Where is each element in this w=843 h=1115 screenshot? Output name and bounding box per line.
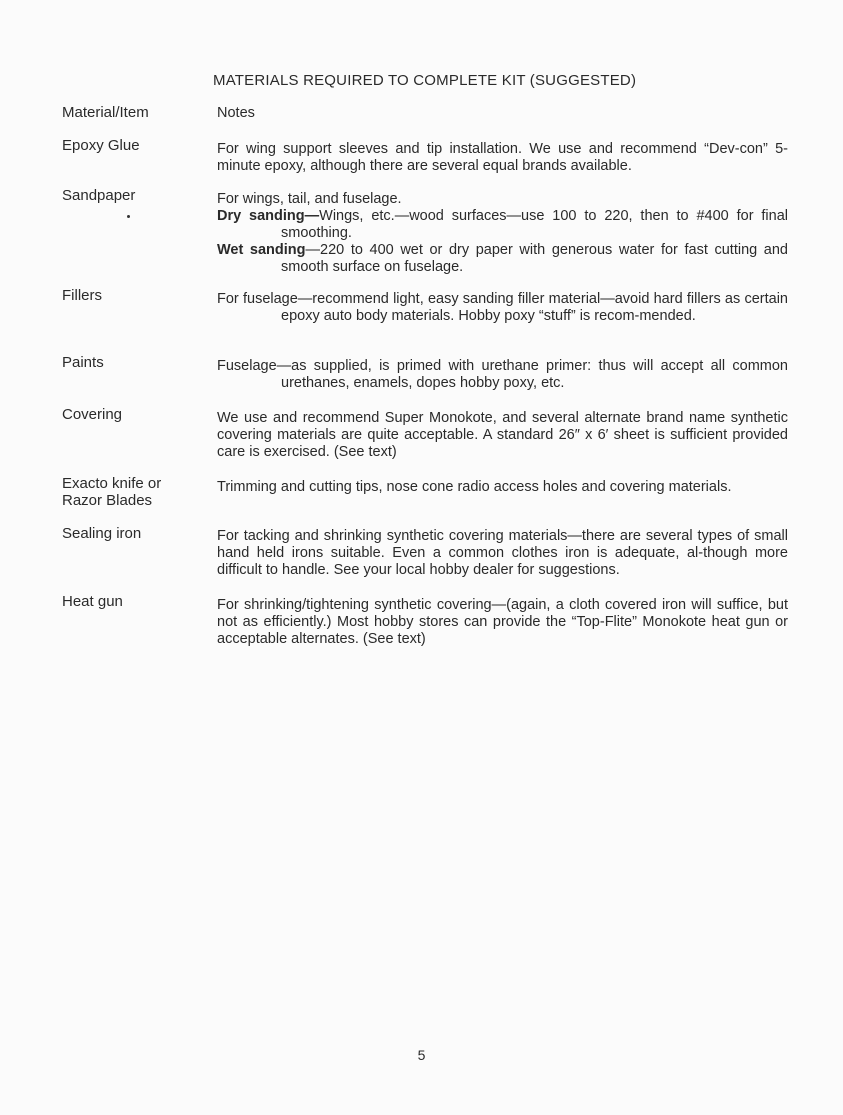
notes-covering: We use and recommend Super Monokote, and several alternate brand name synthetic covering materials are quite acceptable. A standard 26″ x 6′ sheet is sufficient provided care is exercised. (See text) xyxy=(217,410,788,460)
notes-sealing-iron: For tacking and shrinking synthetic covering materials—there are several types of small hand held irons suitable. Even a common clothes iron is adequate, al-though more difficult to handle. See your local hobby dealer for suggestions. xyxy=(217,528,788,578)
item-paints: Paints xyxy=(62,354,104,371)
notes-epoxy-glue: For wing support sleeves and tip installation. We use and recommend “Dev-con” 5-minute epoxy, although there are several equal brands available. xyxy=(217,141,788,174)
item-exacto-line2: Razor Blades xyxy=(62,492,153,509)
sandpaper-intro: For wings, tail, and fuselage. xyxy=(217,191,402,207)
dry-sanding-label: Dry sanding— xyxy=(217,208,320,224)
item-exacto-line1: Exacto knife or xyxy=(62,475,162,492)
wet-sanding-label: Wet sanding xyxy=(217,242,306,258)
page-title: MATERIALS REQUIRED TO COMPLETE KIT (SUGGESTED) xyxy=(213,72,637,89)
notes-fillers: For fuselage—recommend light, easy sanding filler material—avoid hard fillers as certain epoxy auto body materials. Hobby poxy “stuff” is recom-mended. xyxy=(217,291,788,324)
item-fillers: Fillers xyxy=(62,287,102,304)
notes-heat-gun: For shrinking/tightening synthetic covering—(again, a cloth covered iron will suffice, but not as efficiently.) Most hobby stores can provide the “Top-Flite” Monokote heat gun or acceptable alternates. (See text) xyxy=(217,597,788,647)
item-exacto-knife xyxy=(62,475,207,509)
page-number: 5 xyxy=(417,1047,426,1063)
notes-sandpaper xyxy=(217,191,788,276)
dry-sanding-text: Wings, etc.—wood surfaces—use 100 to 220, then to #400 for final smoothing. xyxy=(281,208,788,241)
item-covering: Covering xyxy=(62,406,123,423)
item-epoxy-glue: Epoxy Glue xyxy=(62,137,140,154)
notes-paints: Fuselage—as supplied, is primed with urethane primer: thus will accept all common urethanes, enamels, dopes hobby poxy, etc. xyxy=(217,358,788,391)
wet-sanding-text: —220 to 400 wet or dry paper with generous water for fast cutting and smooth surface on fuselage. xyxy=(281,242,788,275)
notes-exacto-knife: Trimming and cutting tips, nose cone radio access holes and covering materials. xyxy=(217,479,732,495)
notes-column-header: Notes xyxy=(217,105,255,121)
item-sandpaper: Sandpaper xyxy=(62,187,136,204)
material-column-header: Material/Item xyxy=(62,104,149,121)
item-sealing-iron: Sealing iron xyxy=(62,525,142,542)
scan-speck xyxy=(127,215,130,218)
wet-sanding-note xyxy=(217,242,788,276)
dry-sanding-note xyxy=(217,208,788,242)
item-heat-gun: Heat gun xyxy=(62,593,123,610)
